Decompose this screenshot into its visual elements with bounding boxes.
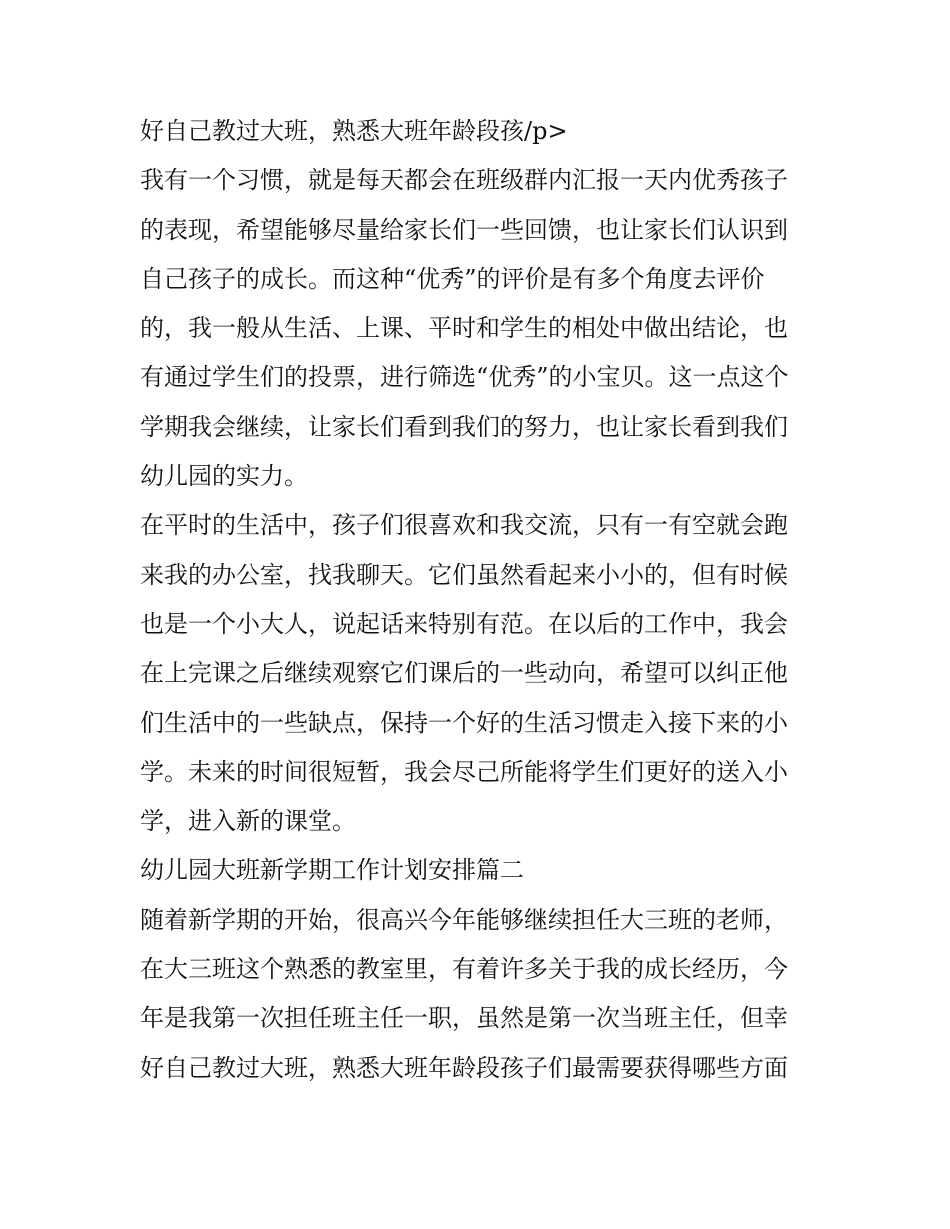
- text-line: 在平时的生活中，孩子们很喜欢和我交流，只有一有空就会跑: [140, 511, 788, 540]
- text-line: 们生活中的一些缺点，保持一个好的生活习惯走入接下来的小: [140, 708, 788, 737]
- text-line: 的表现，希望能够尽量给家长们一些回馈，也让家长们认识到: [140, 215, 788, 244]
- text-line: 学，进入新的课堂。: [140, 807, 356, 836]
- text-line: 学期我会继续，让家长们看到我们的努力，也让家长看到我们: [140, 412, 788, 441]
- text-line: 好自己教过大班，熟悉大班年龄段孩/p>: [140, 117, 568, 145]
- text-line: 年是我第一次担任班主任一职，虽然是第一次当班主任，但幸: [140, 1004, 788, 1033]
- text-line: 在上完课之后继续观察它们课后的一些动向，希望可以纠正他: [140, 659, 788, 688]
- text-line: 随着新学期的开始，很高兴今年能够继续担任大三班的老师，: [140, 905, 788, 934]
- text-line: 我有一个习惯，就是每天都会在班级群内汇报一天内优秀孩子: [140, 166, 788, 195]
- text-line: 自己孩子的成长。而这种“优秀”的评价是有多个角度去评价: [140, 264, 765, 293]
- text-line: 的，我一般从生活、上课、平时和学生的相处中做出结论，也: [140, 314, 788, 343]
- text-line: 好自己教过大班，熟悉大班年龄段孩子们最需要获得哪些方面: [140, 1053, 788, 1082]
- text-line: 在大三班这个熟悉的教室里，有着许多关于我的成长经历，今: [140, 955, 788, 984]
- text-line: 学。未来的时间很短暂，我会尽己所能将学生们更好的送入小: [140, 757, 788, 786]
- text-line: 有通过学生们的投票，进行筛选“优秀”的小宝贝。这一点这个: [140, 363, 789, 392]
- text-line: 也是一个小大人，说起话来特别有范。在以后的工作中，我会: [140, 609, 788, 638]
- document-body: [140, 107, 820, 1093]
- text-line: 来我的办公室，找我聊天。它们虽然看起来小小的，但有时候: [140, 560, 788, 589]
- text-line: 幼儿园的实力。: [140, 462, 308, 491]
- section-heading: 幼儿园大班新学期工作计划安排篇二: [140, 856, 524, 885]
